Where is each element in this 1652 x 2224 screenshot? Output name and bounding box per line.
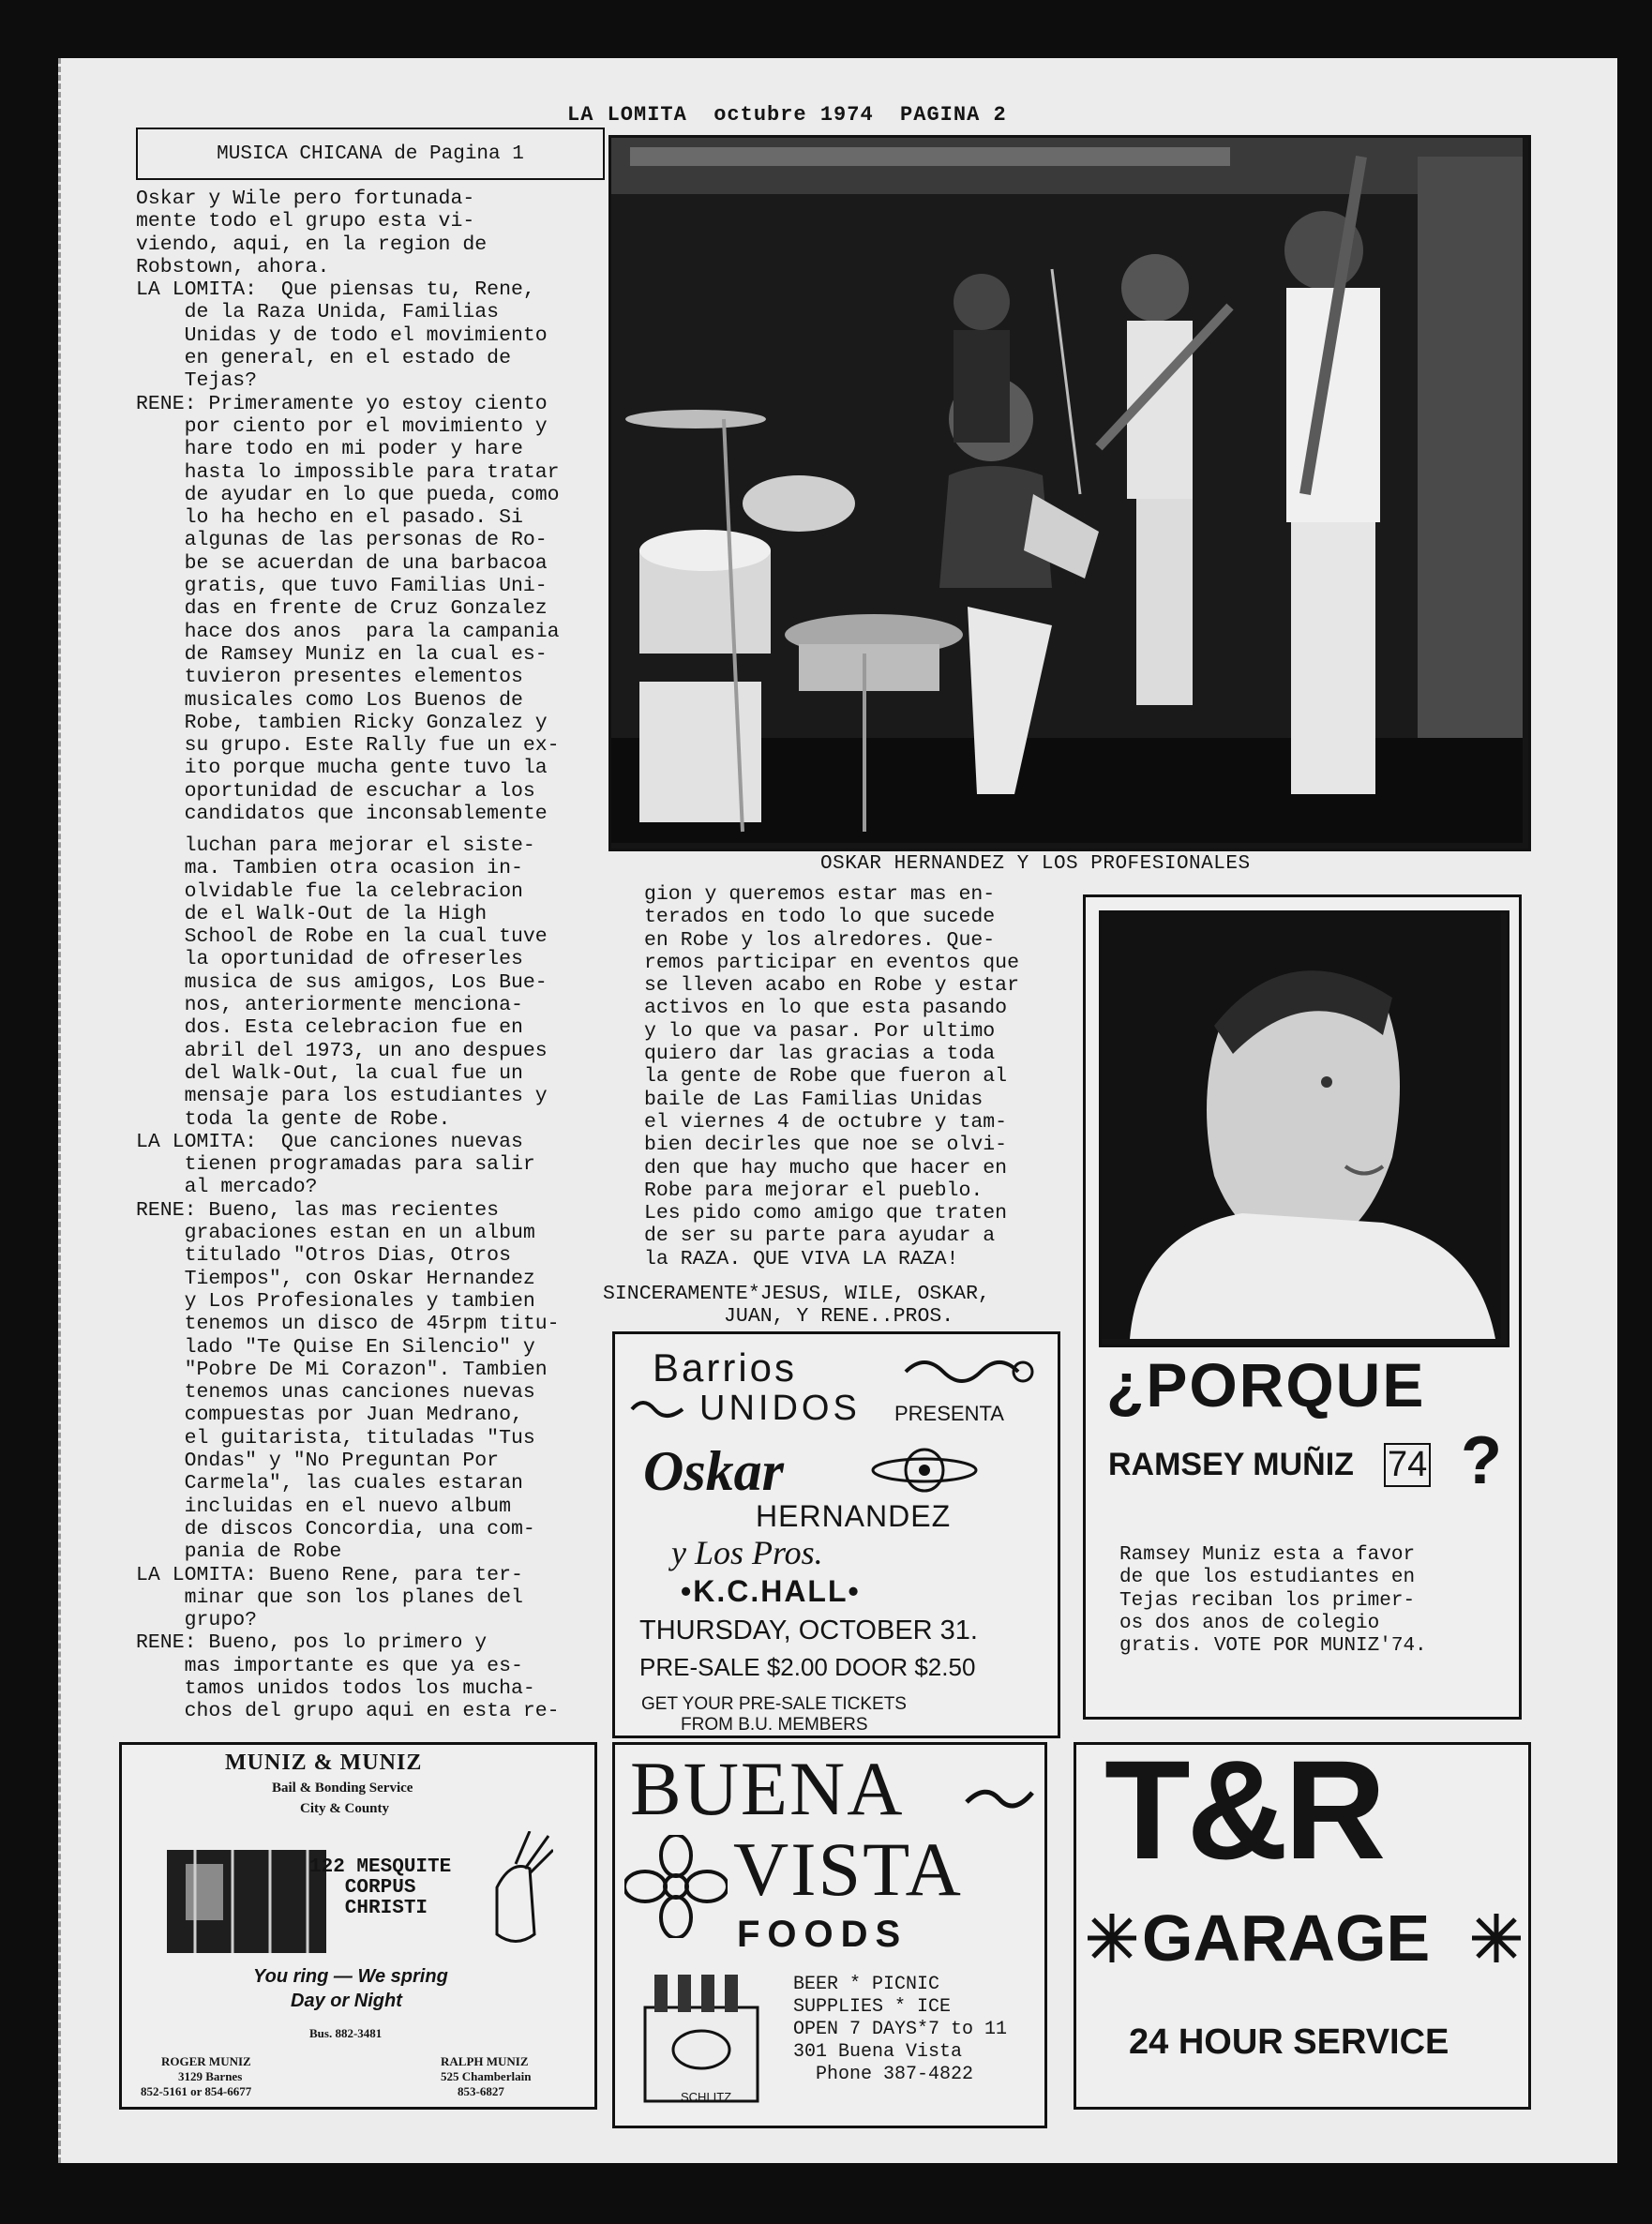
barrios-unidos-ad [612, 1331, 1060, 1738]
article-column-1-top: Oskar y Wile pero fortunada- mente todo el grupo esta vi- viendo, aqui, en la region de Robstown, ahora. LA LOMITA: Que piensas tu, Rene, de la Raza Unida, Familias Unidas y de todo el movimiento en general, en el estado de Tejas? RENE: Primeramente yo estoy ciento por ciento por el movimiento y hare todo en mi poder y hare hasta lo impossible para tratar de ayudar en lo que pueda, como lo ha hecho en el pasado. Si algunas de las personas de Ro- be se acuerdan de una barbacoa gratis, que tuvo Familias Uni- das en frente de Cruz Gonzalez hace dos anos para la campania de Ramsey Muniz en la cual es- tuvieron presentes elementos musicales como Los Buenos de Robe, tambien Ricky Gonzalez y su grupo. Este Rally fue un ex- ito porque mucha gente tuvo la oportunidad de escuchar a los candidatos que inconsablemente [136, 188, 560, 826]
bail-title: MUNIZ & MUNIZ [225, 1751, 423, 1775]
article-column-1-bottom: luchan para mejorar el siste- ma. Tambien otra ocasion in- olvidable fue la celebracion de el Walk-Out de la High School de Robe en la cual tuve la oportunidad de ofreserles musica de sus amigos, Los Bue- nos, anteriormente menciona- dos. Esta celebracion fue en abril del 1973, un ano despues del Walk-Out, la cual fue un mensaje para los estudiantes y toda la gente de Robe. LA LOMITA: Que canciones nuevas tienen programadas para salir al mercado? RENE: Bueno, las mas recientes grabaciones estan en un album titulado "Otros Dias, Otros Tiempos", con Oskar Hernandez y Los Profesionales y tambien tenemos un disco de 45rpm titu- lado "Te Quise En Silencio" y "Pobre De Mi Corazon". Tambien tenemos unas canciones nuevas compuestas por Juan Medrano, el guitarista, tituladas "Tus Ondas" y "No Preguntan Por Carmela", las cuales estaran incluidas en el nuevo album de discos Concordia, una com- pania de Robe LA LOMITA: Bueno Rene, para ter- minar que son los planes del grupo? RENE: Bueno, pos lo primero y mas importante es que ya es- tamos unidos todos los mucha- chos del grupo aqui en esta re- [136, 834, 560, 1723]
ramsey-muniz-headline: RAMSEY MUÑIZ [1108, 1447, 1354, 1482]
flower-icon [868, 1447, 981, 1494]
ralph-name: RALPH MUNIZ [441, 2054, 529, 2068]
vista-title: VISTA [733, 1826, 963, 1912]
bail-slogan-2: Day or Night [291, 1991, 402, 2011]
year-74: 74 [1384, 1443, 1431, 1487]
star-right-icon [1470, 1912, 1523, 1964]
portrait-image [1102, 913, 1501, 1339]
bail-address: 122 MESQUITE CORPUS CHRISTI [309, 1856, 452, 1919]
flower-logo-icon [624, 1835, 728, 1938]
ticket-info-1: GET YOUR PRE-SALE TICKETS [641, 1694, 907, 1714]
bail-bus-phone: Bus. 882-3481 [309, 2026, 383, 2040]
bail-slogan-1: You ring — We spring [253, 1966, 448, 1987]
roger-phone: 852-5161 or 854-6677 [141, 2084, 252, 2098]
bail-subtitle-2: City & County [300, 1801, 390, 1816]
section-heading-box [136, 128, 605, 180]
page-header: LA LOMITA octubre 1974 PAGINA 2 [567, 103, 1007, 127]
jail-image [167, 1850, 326, 1953]
section-heading: MUSICA CHICANA de Pagina 1 [217, 143, 524, 165]
buena-details: BEER * PICNIC SUPPLIES * ICE OPEN 7 DAYS*7 to 11 301 Buena Vista Phone 387-4822 [793, 1974, 1008, 2085]
question-mark: ? [1461, 1423, 1502, 1498]
presenta-text: PRESENTA [894, 1402, 1004, 1425]
schlitz-label: SCHLITZ [681, 2090, 732, 2104]
ralph-address: 525 Chamberlain [441, 2069, 532, 2083]
newspaper-page [58, 58, 1617, 2163]
unidos-title: UNIDOS [699, 1389, 861, 1428]
event-date: THURSDAY, OCTOBER 31. [639, 1615, 978, 1645]
bail-bonding-ad [119, 1742, 597, 2110]
buena-swirl-icon [962, 1779, 1037, 1816]
swirl-icon [896, 1353, 1037, 1390]
ramsey-muniz-ad [1083, 894, 1522, 1720]
tr-title: T&R [1104, 1731, 1383, 1888]
service-text: 24 HOUR SERVICE [1129, 2022, 1449, 2062]
buena-vista-ad [612, 1742, 1047, 2128]
foods-title: FOODS [737, 1914, 909, 1955]
oskar-name: Oskar [643, 1440, 785, 1502]
tr-garage-ad [1074, 1731, 1531, 2110]
barrios-title: Barrios [653, 1345, 798, 1390]
swirl-left-icon [626, 1396, 694, 1422]
buena-title: BUENA [630, 1746, 905, 1831]
ticket-prices: PRE-SALE $2.00 DOOR $2.50 [639, 1653, 976, 1681]
garage-title: GARAGE [1142, 1901, 1431, 1975]
spring-hand-icon [478, 1831, 553, 1953]
star-left-icon [1086, 1912, 1138, 1964]
roger-name: ROGER MUNIZ [161, 2054, 251, 2068]
band-photo [608, 135, 1531, 851]
muniz-ad-body: Ramsey Muniz esta a favor de que los estudiantes en Tejas reciban los primer- os dos anos de colegio gratis. VOTE POR MUNIZ'74. [1119, 1544, 1427, 1658]
ralph-phone: 853-6827 [458, 2084, 504, 2098]
ticket-info-2: FROM B.U. MEMBERS [681, 1715, 868, 1735]
roger-address: 3129 Barnes [178, 2069, 243, 2083]
hernandez-name: HERNANDEZ [756, 1499, 952, 1533]
article-signature: SINCERAMENTE*JESUS, WILE, OSKAR, JUAN, Y RENE..PROS. [603, 1283, 990, 1329]
porque-headline: ¿PORQUE [1106, 1350, 1426, 1420]
photo-caption: OSKAR HERNANDEZ Y LOS PROFESIONALES [820, 853, 1251, 875]
kc-hall-text: •K.C.HALL• [681, 1574, 861, 1608]
bail-subtitle-1: Bail & Bonding Service [272, 1781, 413, 1796]
los-pros-text: y Los Pros. [671, 1534, 823, 1571]
band-photo-image [611, 138, 1523, 843]
ramsey-muniz-photo [1099, 910, 1509, 1347]
article-column-2: gion y queremos estar mas en- terados en todo lo que sucede en Robe y los alredores. Que- remos participar en eventos que se lleven acabo en Robe y estar activos en lo que esta pasando y lo que va pasar. Por ultimo quiero dar las gracias a toda la gente de Robe que fueron al baile de Las Familias Unidas el viernes 4 de octubre y tam- bien decirles que noe se olvi- den que hay mucho que hacer en Robe para mejorar el pueblo. Les pido como amigo que traten de ser su parte para ayudar a la RAZA. QUE VIVA LA RAZA! [644, 883, 1019, 1270]
